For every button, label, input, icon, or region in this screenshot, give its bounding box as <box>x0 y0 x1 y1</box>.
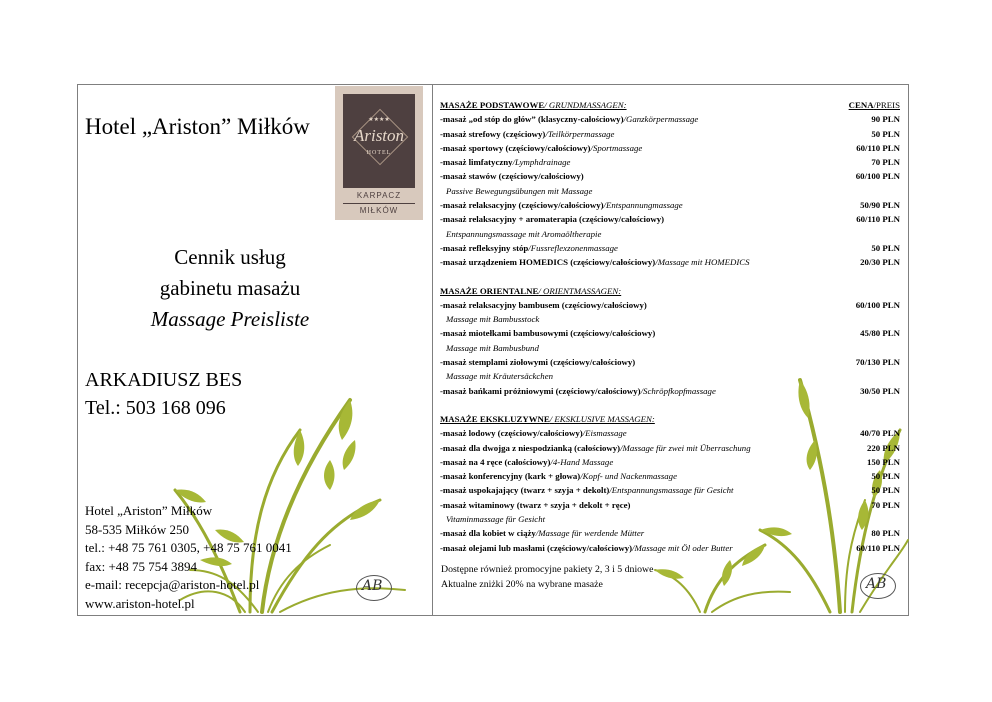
section-title <box>440 412 655 426</box>
section-title-separator: / <box>544 100 549 110</box>
service-name-de: Ganzkörpermassage <box>625 114 699 125</box>
service-name-pl: -masaż limfatyczny <box>440 157 513 168</box>
service-name-pl: -masaż miotełkami bambusowymi (częściowy/całościowy) <box>440 328 656 339</box>
title-line-3: Massage Preisliste <box>150 307 310 331</box>
service-price: 60/110 PLN <box>856 214 900 225</box>
hotel-contact <box>85 502 292 613</box>
price-row <box>440 127 900 141</box>
section-title-separator: / <box>538 285 543 296</box>
price-column-header <box>849 98 900 112</box>
therapist-phone: Tel.: 503 168 096 <box>85 397 226 419</box>
section-gap <box>440 270 900 284</box>
section-title-pl: MASAŻE EKSKLUZYWNE <box>440 413 550 424</box>
price-row <box>440 469 900 483</box>
price-row <box>440 141 900 155</box>
service-price: 150 PLN <box>867 456 900 467</box>
section-header <box>440 284 900 298</box>
service-name-pl: -masaż witaminowy (twarz + szyja + dekolt + ręce) <box>440 499 631 510</box>
service-name-de-subline: Entspannungsmassage mit Aromaöltherapie <box>446 228 602 239</box>
service-name-separator: / <box>580 471 583 482</box>
price-list <box>440 98 900 555</box>
service-name-pl: -masaż relaksacyjny + aromaterapia (częściowy/całościowy) <box>440 214 665 225</box>
price-row <box>440 498 900 512</box>
price-row <box>440 355 900 369</box>
price-header-de: PREIS <box>876 100 900 110</box>
price-row <box>440 455 900 469</box>
service-price: 60/100 PLN <box>855 171 900 182</box>
service-name-separator: / <box>640 385 644 396</box>
section-header <box>440 412 900 426</box>
service-name <box>440 526 644 540</box>
section-title <box>440 284 621 298</box>
service-name-de-subline: Vitaminmassage für Gesicht <box>446 514 546 525</box>
service-name-de-subline: Massage mit Kräutersäckchen <box>446 371 554 382</box>
contact-line: tel.: +48 75 761 0305, +48 75 761 0041 <box>85 540 292 555</box>
service-price: 50 PLN <box>871 242 900 253</box>
service-name-pl: -masaż lodowy (częściowy/całościowy) <box>440 428 583 439</box>
service-name-separator: / <box>545 128 548 139</box>
service-name <box>440 198 683 212</box>
section-title-pl: MASAŻE PODSTAWOWE <box>440 100 545 110</box>
service-price: 70 PLN <box>871 157 900 168</box>
logo-stars: ★★★★ <box>368 117 390 123</box>
service-price: 20/30 PLN <box>860 257 900 268</box>
service-name-de: Eismassage <box>585 428 627 439</box>
service-price: 40/70 PLN <box>860 428 900 439</box>
service-name <box>440 298 647 312</box>
service-price: 60/100 PLN <box>855 299 900 310</box>
service-price: 30/50 PLN <box>860 385 900 396</box>
contact-email[interactable]: e-mail: recepcja@ariston-hotel.pl <box>85 577 260 592</box>
service-name-separator: / <box>603 200 606 211</box>
service-name <box>440 326 655 340</box>
contact-website[interactable]: www.ariston-hotel.pl <box>85 595 195 611</box>
contact-line: 58-535 Miłków 250 <box>85 521 189 537</box>
service-name-pl: -masaż urządzeniem HOMEDICS (częściowy/całościowy) <box>440 257 656 268</box>
service-name-de: Massage mit HOMEDICS <box>657 257 750 268</box>
price-row <box>440 112 900 126</box>
service-name-pl: -masaż sportowy (częściowy/całościowy) <box>440 142 591 153</box>
service-name-de: Teilkörpermassage <box>547 128 615 139</box>
service-name <box>440 212 664 226</box>
price-row <box>440 198 900 212</box>
section-title-de: EKSKLUSIVE MASSAGEN: <box>554 413 655 424</box>
price-row <box>440 541 900 555</box>
service-price: 70 PLN <box>871 499 900 510</box>
service-name <box>440 455 613 469</box>
service-name-de: Massage für werdende Mütter <box>538 528 645 539</box>
section-title-pl: MASAŻE ORIENTALNE <box>440 285 539 296</box>
service-price: 80 PLN <box>871 528 900 539</box>
service-name-pl: -masaż bańkami próżniowymi (częściowy/całościowy) <box>440 385 641 396</box>
section-title-separator: / <box>549 413 555 424</box>
price-row <box>440 426 900 440</box>
service-price: 45/80 PLN <box>860 328 900 339</box>
section-title <box>440 98 627 112</box>
service-name <box>440 255 750 269</box>
service-name-pl: -masaż refleksyjny stóp <box>440 242 529 253</box>
service-name-pl: -masaż uspokajający (twarz + szyja + dekolt) <box>440 485 610 496</box>
title-line-1: Cennik usług <box>174 245 286 269</box>
service-name <box>440 469 677 483</box>
service-name-de: Entspannungmassage <box>605 200 683 211</box>
logo-sub: HOTEL <box>366 150 392 156</box>
signature-left: AB <box>362 578 383 594</box>
price-list-footer <box>441 562 653 592</box>
service-name-pl: -masaż „od stóp do głów” (klasyczny-całościowy) <box>440 114 624 125</box>
service-name-de: Lymphdrainage <box>515 157 571 168</box>
price-row <box>440 526 900 540</box>
therapist-name: ARKADIUSZ BES <box>85 369 243 391</box>
service-name-de: Kopf- und Nackenmassage <box>582 471 677 482</box>
service-price: 50 PLN <box>871 485 900 496</box>
price-row <box>440 384 900 398</box>
service-name-pl: -masaż strefowy (częściowy) <box>440 128 546 139</box>
service-name <box>440 141 642 155</box>
price-row <box>440 155 900 169</box>
service-name-pl: -masaż relaksacyjny (częściowy/całościowy) <box>440 200 604 211</box>
price-row <box>440 326 900 340</box>
service-name-de-subline: Passive Bewegungsübungen mit Massage <box>446 185 593 196</box>
title-line-2: gabinetu masażu <box>159 276 301 300</box>
service-name-de-subline: Massage mit Bambusbund <box>446 342 539 353</box>
signature-right: AB <box>866 576 887 592</box>
service-name <box>440 112 698 126</box>
service-price: 50 PLN <box>871 471 900 482</box>
service-name <box>440 169 584 183</box>
service-name-pl: -masaż olejami lub masłami (częściowy/całościowy) <box>440 542 633 553</box>
service-name-pl: -masaż stemplami ziołowymi (częściowy/całościowy) <box>440 357 636 368</box>
service-name-pl: -masaż na 4 ręce (całościowy) <box>440 456 551 467</box>
service-name-pl: -masaż dla kobiet w ciąży <box>440 528 536 539</box>
service-name <box>440 384 716 398</box>
service-name-separator: / <box>623 114 626 125</box>
price-row <box>440 441 900 455</box>
service-name-separator: / <box>528 242 531 253</box>
service-name-de-subline: Massage mit Bambusstock <box>446 314 540 325</box>
logo-city-milkow: MIŁKÓW <box>359 206 399 215</box>
footer-line: Aktualne zniżki 20% na wybrane masaże <box>441 579 603 590</box>
service-price: 60/110 PLN <box>856 542 900 553</box>
service-name-de: Massage mit Öl oder Butter <box>634 542 733 553</box>
price-row <box>440 241 900 255</box>
service-name-separator: / <box>590 142 593 153</box>
price-row <box>440 483 900 497</box>
service-name-pl: -masaż konferencyjny (kark + głowa) <box>440 471 581 482</box>
hotel-title: Hotel „Ariston” Miłków <box>85 114 310 139</box>
service-name-pl: -masaż relaksacyjny bambusem (częściowy/całościowy) <box>440 299 647 310</box>
service-name-separator: / <box>620 442 623 453</box>
price-row <box>440 169 900 183</box>
service-price: 220 PLN <box>867 442 900 453</box>
section-gap <box>440 398 900 412</box>
footer-line: Dostępne również promocyjne pakiety 2, 3 i 5 dniowe <box>441 564 654 575</box>
service-name <box>440 541 733 555</box>
service-name-pl: -masaż dla dwojga z niespodzianką (całościowy) <box>440 442 621 453</box>
price-row <box>440 212 900 226</box>
service-name-de: 4-Hand Massage <box>552 456 614 467</box>
service-name <box>440 426 627 440</box>
service-name-separator: / <box>582 428 586 439</box>
section-title-de: GRUNDMASSAGEN: <box>548 100 627 110</box>
price-header-slash: / <box>873 100 877 110</box>
service-name <box>440 155 570 169</box>
service-name <box>440 355 635 369</box>
service-name-de: Fussreflexzonenmassage <box>530 242 618 253</box>
contact-line: fax: +48 75 754 3894 <box>85 558 198 574</box>
service-price: 50 PLN <box>871 128 900 139</box>
price-header-pl: CENA <box>848 100 874 110</box>
service-name-separator: / <box>512 157 516 168</box>
service-name <box>440 127 614 141</box>
service-name-separator: / <box>655 257 658 268</box>
contact-line: Hotel „Ariston” Miłków <box>85 503 213 518</box>
service-name-de: Entspannungsmassage für Gesicht <box>611 485 734 496</box>
price-row <box>440 255 900 269</box>
service-name-separator: / <box>550 456 553 467</box>
service-price: 90 PLN <box>871 114 900 125</box>
service-name-separator: / <box>609 485 612 496</box>
service-name-separator: / <box>632 542 635 553</box>
service-name-de: Schröpfkopfmassage <box>643 385 716 396</box>
section-title-de: ORIENTMASSAGEN: <box>543 285 622 296</box>
service-name <box>440 483 733 497</box>
service-price: 60/110 PLN <box>856 142 900 153</box>
service-name-pl: -masaż stawów (częściowy/całościowy) <box>440 171 584 182</box>
service-name-de: Massage für zwei mit Überraschung <box>622 442 751 453</box>
service-name <box>440 441 751 455</box>
logo-brand: Ariston <box>353 126 405 145</box>
service-name <box>440 498 630 512</box>
service-price: 70/130 PLN <box>855 357 900 368</box>
service-name <box>440 241 618 255</box>
logo-city-karpacz: KARPACZ <box>356 191 402 200</box>
service-name-de: Sportmassage <box>592 142 643 153</box>
service-price: 50/90 PLN <box>860 200 900 211</box>
service-name-separator: / <box>535 528 539 539</box>
section-header <box>440 98 900 112</box>
price-row <box>440 298 900 312</box>
